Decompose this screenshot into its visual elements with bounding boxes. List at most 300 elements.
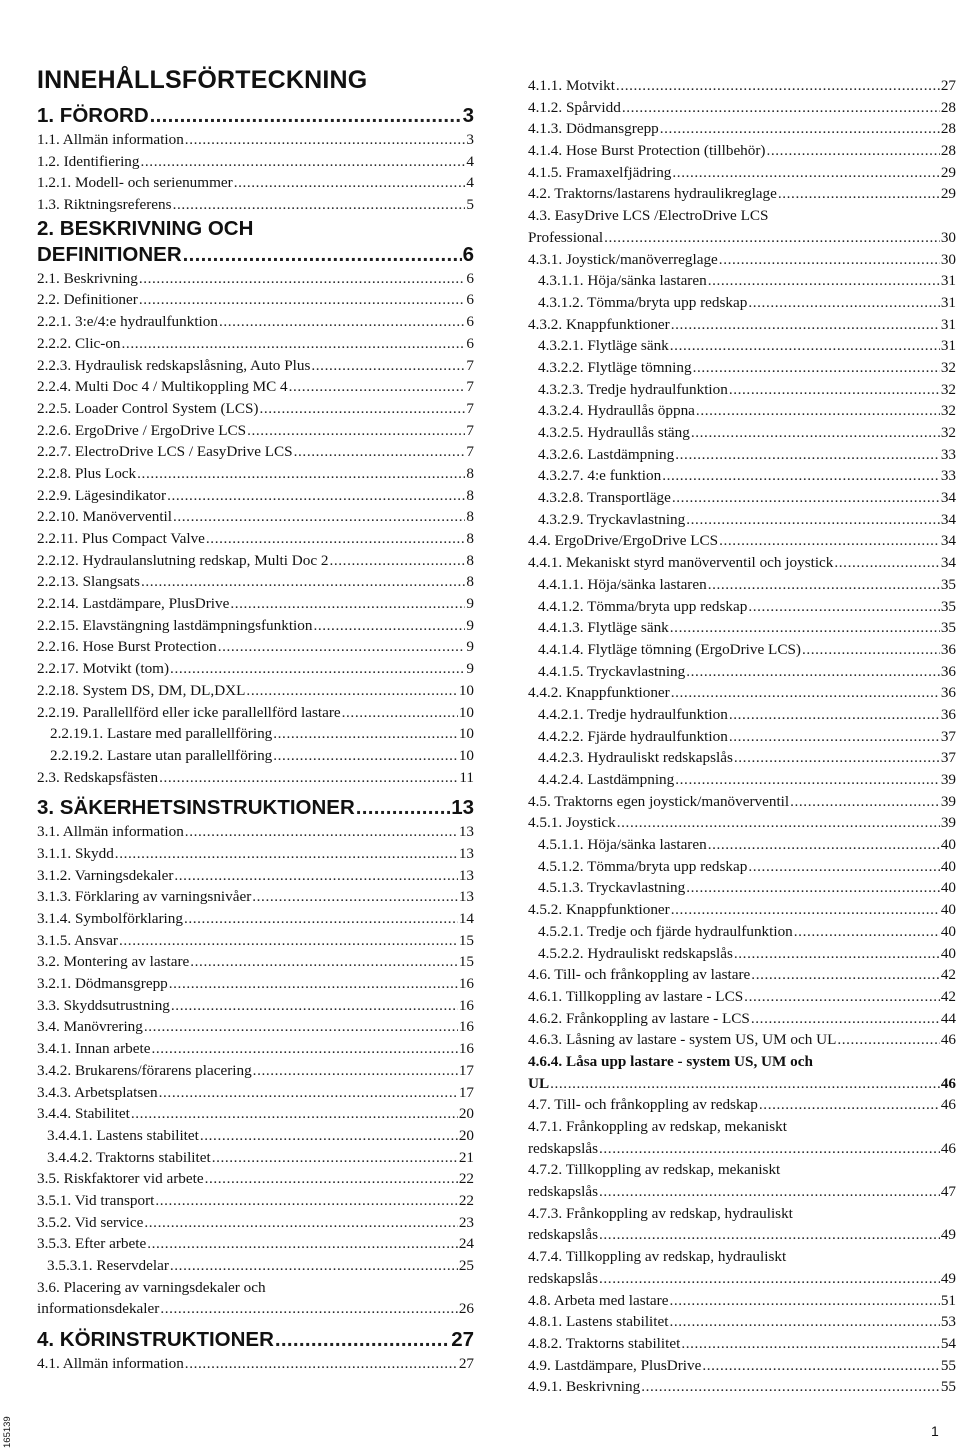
toc-entry-label: 3.4. Manövrering [37,1018,143,1036]
toc-entry[interactable] [37,615,474,637]
toc-entry[interactable] [528,1181,956,1203]
toc-entry-page-number: 36 [940,662,956,680]
toc-entry[interactable] [528,1029,956,1051]
toc-entry[interactable] [37,571,474,593]
toc-entry-label: 3.3. Skyddsutrustning [37,996,170,1014]
toc-entry[interactable] [528,379,956,401]
toc-entry-label: 3.5.3. Efter arbete [37,1235,147,1253]
toc-entry-page-number: 26 [458,1300,474,1318]
dot-leader [802,639,940,661]
toc-entry-label: 4.5. Traktorns egen joystick/manöverventil [528,792,790,810]
toc-entry[interactable] [528,899,956,921]
toc-entry-page-number: 8 [466,530,474,547]
toc-entry-label: 4.1.5. Framaxelfjädring [528,163,672,181]
toc-entry[interactable] [528,769,956,791]
toc-entry[interactable] [37,355,474,377]
toc-entry[interactable] [37,528,474,550]
toc-entry-page-number: 9 [466,595,474,613]
toc-entry-page-number: 7 [466,356,474,374]
toc-entry-label: 4.2. Traktorns/lastarens hydraulikreglage [528,185,777,203]
toc-entry-label: 2.2.1. 3:e/4:e hydraulfunktion [37,313,218,331]
toc-entry-page-number: 13 [458,866,474,884]
toc-entry-label: 4.5.1.1. Höja/sänka lastaren [538,836,707,854]
toc-entry[interactable] [37,821,474,843]
toc-entry-label: 3.1.5. Ansvar [37,931,118,949]
toc-entry-label: 2.2.6. ErgoDrive / ErgoDrive LCS [37,421,247,439]
dot-leader [139,289,466,311]
toc-entry-page-number: 42 [940,966,956,984]
dot-leader [729,379,940,401]
dot-leader [599,1224,940,1246]
toc-entry[interactable] [37,441,474,463]
toc-entry[interactable] [37,420,474,442]
toc-entry[interactable] [528,661,956,683]
toc-entry-label: 4.5.2.2. Hydrauliskt redskapslås [538,944,733,962]
toc-entry-page-number: 36 [940,684,956,702]
toc-entry-label: 2.2.4. Multi Doc 4 / Multikoppling MC 4 [37,378,288,396]
toc-entry[interactable] [528,704,956,726]
toc-entry-page-number: 31 [940,293,956,311]
toc-entry[interactable] [528,335,956,357]
toc-entry[interactable] [528,1290,956,1312]
toc-entry[interactable] [528,530,956,552]
toc-entry-page-number: 28 [940,98,956,116]
toc-entry[interactable] [528,292,956,314]
toc-entry[interactable] [37,129,474,151]
toc-entry-page-number: 8 [466,508,474,526]
dot-leader [671,899,940,921]
toc-entry[interactable] [528,943,956,965]
toc-entry-label: 1.1. Allmän information [37,131,184,148]
toc-entry-page-number: 53 [940,1313,956,1331]
dot-leader [691,422,940,444]
toc-entry[interactable] [37,930,474,952]
toc-entry-page-number: 3 [466,131,474,148]
dot-leader [729,726,940,748]
toc-entry-page-number: 39 [940,792,956,810]
toc-entry-label: 4.3.1.2. Tömma/bryta upp redskap [538,293,748,311]
toc-entry-page-number: 40 [940,857,956,875]
toc-entry[interactable] [37,767,474,789]
toc-entry[interactable] [528,357,956,379]
toc-entry-page-number: 42 [940,987,956,1005]
toc-entry[interactable] [528,183,956,205]
toc-entry[interactable] [528,1094,956,1116]
toc-entry[interactable] [528,1008,956,1030]
toc-entry[interactable] [37,1233,474,1255]
toc-entry[interactable] [37,745,474,767]
toc-entry[interactable] [37,1212,474,1234]
dot-leader [159,1082,458,1104]
dot-leader [686,509,940,531]
dot-leader [702,1355,939,1377]
toc-entry-page-number: 32 [940,402,956,420]
toc-entry[interactable] [528,162,956,184]
toc-entry[interactable] [528,921,956,943]
toc-entry-page-number: 16 [458,975,474,993]
toc-chapter-heading[interactable] [37,242,474,268]
dot-leader [167,485,465,507]
toc-entry-label: 3.4.4.2. Traktorns stabilitet [47,1148,211,1166]
toc-entry[interactable] [37,1082,474,1104]
toc-entry[interactable] [37,311,474,333]
dot-leader [342,702,458,724]
toc-entry-page-number: 46 [940,1096,956,1114]
dot-leader [751,964,940,986]
toc-entry-page-number: 54 [940,1334,956,1352]
toc-entry-label: 4.3.2.2. Flytläge tömning [538,358,692,376]
toc-entry[interactable] [528,1138,956,1160]
toc-entry-label: 4.1.3. Dödmansgrepp [528,120,659,138]
toc-entry[interactable] [37,908,474,930]
toc-entry-label: 4.9. Lastdämpare, PlusDrive [528,1356,702,1374]
toc-entry[interactable] [528,964,956,986]
toc-entry[interactable] [528,97,956,119]
toc-right-column [528,75,956,1398]
dot-leader [790,791,940,813]
dot-leader [219,311,465,333]
dot-leader [599,1181,940,1203]
toc-entry-page-number: 31 [940,272,956,290]
dot-leader [671,682,940,704]
toc-entry[interactable] [528,1333,956,1355]
dot-leader [252,886,458,908]
toc-entry-page-number: 55 [940,1356,956,1374]
dot-leader [159,767,458,789]
toc-entry[interactable] [37,463,474,485]
toc-entry[interactable] [528,1311,956,1333]
toc-entry[interactable] [528,574,956,596]
toc-entry-page-number: 40 [940,901,956,919]
toc-entry[interactable] [37,1255,474,1277]
toc-entry[interactable] [37,1353,474,1375]
toc-entry[interactable] [528,812,956,834]
toc-entry[interactable] [37,506,474,528]
toc-entry[interactable] [528,834,956,856]
toc-entry[interactable] [37,376,474,398]
toc-entry[interactable] [528,682,956,704]
toc-entry[interactable] [37,268,474,290]
toc-entry[interactable] [37,1298,474,1320]
toc-entry-label: 2.2.17. Motvikt (tom) [37,660,170,678]
dot-leader [748,856,939,878]
toc-entry[interactable] [528,877,956,899]
toc-entry[interactable] [528,791,956,813]
toc-entry-label: 4.3.2.8. Transportläge [538,489,671,507]
toc-entry[interactable] [528,444,956,466]
toc-entry[interactable] [37,973,474,995]
toc-entry-label: redskapslås [528,1183,599,1201]
toc-entry[interactable] [528,726,956,748]
toc-entry-page-number: 9 [466,660,474,678]
toc-entry-page-number: 6 [462,242,474,266]
dot-leader [171,995,458,1017]
dot-leader [751,1008,940,1030]
toc-entry-label: 1. FÖRORD [37,104,149,127]
toc-entry[interactable]: 4.7.2. Tillkoppling av redskap, mekaniskt [528,1161,781,1179]
toc-entry[interactable] [528,487,956,509]
toc-entry-label: 3.1.1. Skydd [37,844,114,862]
toc-entry[interactable]: 4.7.4. Tillkoppling av redskap, hydrauliskt [528,1248,787,1266]
toc-entry[interactable] [528,465,956,487]
toc-entry-page-number: 47 [940,1183,956,1201]
dot-leader [693,357,940,379]
toc-entry[interactable] [37,1125,474,1147]
toc-entry-page-number: 29 [940,163,956,181]
toc-entry-label: 3.4.1. Innan arbete [37,1040,151,1058]
dot-leader [155,1190,457,1212]
toc-entry-label: informationsdekaler [37,1300,160,1318]
toc-entry-page-number: 13 [458,844,474,862]
toc-entry-label: 2.2.8. Plus Lock [37,464,137,482]
toc-entry-label: 3.5.2. Vid service [37,1213,144,1231]
toc-entry-label: 4.4.2.4. Lastdämpning [538,771,675,788]
toc-entry-page-number: 55 [940,1378,956,1396]
toc-entry-page-number: 10 [458,746,474,764]
dot-leader [675,769,940,791]
dot-leader [141,151,466,173]
toc-entry-label: 4.4.1. Mekaniskt styrd manöverventil och joystick [528,554,834,572]
dot-leader [185,1353,458,1375]
toc-entry[interactable] [528,249,956,271]
toc-entry-page-number: 22 [458,1170,474,1188]
toc-entry[interactable] [528,140,956,162]
toc-entry[interactable] [37,658,474,680]
toc-entry[interactable]: 4.6.4. Låsa upp lastare - system US, UM och [528,1052,813,1070]
toc-entry-page-number: 35 [940,575,956,593]
toc-entry[interactable] [37,723,474,745]
toc-entry[interactable]: 3.6. Placering av varningsdekaler och [37,1278,266,1296]
dot-leader [212,1147,458,1169]
toc-entry-page-number: 7 [466,378,474,396]
toc-entry[interactable] [528,227,956,249]
toc-entry[interactable] [528,856,956,878]
toc-entry-page-number: 39 [940,814,956,832]
toc-entry[interactable] [37,550,474,572]
toc-chapter-heading[interactable]: 2. BESKRIVNING OCH [37,216,254,240]
dot-leader [778,183,940,205]
dot-leader [744,986,940,1008]
dot-leader [234,172,466,194]
toc-entry[interactable] [528,422,956,444]
toc-entry-label: 3.2.1. Dödmansgrepp [37,975,168,993]
toc-entry[interactable] [37,843,474,865]
toc-entry-label: redskapslås [528,1139,599,1157]
toc-entry[interactable] [37,1103,474,1125]
toc-entry[interactable] [528,1355,956,1377]
toc-entry-label: 4.4.1.2. Tömma/bryta upp redskap [538,597,748,615]
toc-entry-page-number: 27 [451,1328,474,1352]
toc-entry-label: 2.2.13. Slangsats [37,573,140,591]
dot-leader [734,943,940,965]
toc-entry-page-number: 34 [940,554,956,572]
dot-leader [169,973,458,995]
toc-entry[interactable] [528,75,956,97]
toc-entry[interactable] [528,639,956,661]
toc-entry[interactable] [528,1268,956,1290]
toc-entry-page-number: 16 [458,996,474,1014]
toc-entry-label: 2.2.9. Lägesindikator [37,486,167,504]
dot-leader [275,1327,450,1353]
toc-entry[interactable] [37,1190,474,1212]
toc-entry[interactable] [528,1073,956,1095]
toc-entry-page-number: 37 [940,727,956,745]
toc-entry[interactable] [37,995,474,1017]
toc-entry[interactable] [528,118,956,140]
dot-leader [119,930,458,952]
toc-entry-page-number: 34 [940,510,956,528]
toc-entry-label: 4.8.1. Lastens stabilitet [528,1313,669,1331]
toc-entry[interactable]: 4.7.3. Frånkoppling av redskap, hydrauliskt [528,1204,793,1222]
toc-entry-page-number: 8 [466,573,474,591]
toc-chapter-heading[interactable] [37,103,474,129]
toc-entry[interactable] [37,333,474,355]
dot-leader [289,376,466,398]
toc-entry[interactable] [37,1168,474,1190]
toc-entry[interactable] [37,172,474,194]
toc-entry[interactable] [37,485,474,507]
toc-entry-label: 2.2.16. Hose Burst Protection [37,638,217,656]
toc-entry-page-number: 10 [458,703,474,721]
toc-entry[interactable] [37,1060,474,1082]
dot-leader [141,571,465,593]
toc-entry-label: 3.4.3. Arbetsplatsen [37,1083,158,1101]
toc-chapter-heading[interactable] [37,795,474,821]
toc-entry[interactable] [528,509,956,531]
toc-entry-label: 4.3.1.1. Höja/sänka lastaren [538,272,707,290]
toc-entry-page-number: 15 [458,931,474,949]
toc-entry-label: 4.6.1. Tillkoppling av lastare - LCS [528,987,744,1005]
dot-leader [259,398,465,420]
dot-leader [686,661,940,683]
dot-leader [131,1103,458,1125]
dot-leader [617,812,940,834]
toc-entry-label: 3.4.4.1. Lastens stabilitet [47,1126,199,1144]
toc-entry[interactable] [528,617,956,639]
dot-leader [273,745,458,767]
dot-leader [313,615,465,637]
dot-leader [834,552,939,574]
toc-entry[interactable] [37,1147,474,1169]
toc-entry[interactable] [37,289,474,311]
dot-leader [672,162,939,184]
toc-entry-label: 3.1.2. Varningsdekaler [37,866,174,884]
toc-entry-page-number: 28 [940,142,956,160]
toc-left-column [37,103,474,1375]
toc-entry-label: 4.8.2. Traktorns stabilitet [528,1334,681,1352]
toc-entry[interactable]: 4.3. EasyDrive LCS /ElectroDrive LCS [528,207,769,225]
dot-leader [696,400,940,422]
dot-leader [218,636,466,658]
toc-entry-label: 4.6.2. Frånkoppling av lastare - LCS [528,1009,750,1027]
dot-leader [200,1125,458,1147]
toc-entry-label: Professional [528,228,604,246]
toc-entry[interactable] [37,886,474,908]
toc-entry[interactable] [528,314,956,336]
toc-entry-label: 4.4.1.4. Flytläge tömning (ErgoDrive LCS) [538,640,801,658]
document-id: 165139 [2,1416,13,1448]
toc-entry-label: 3.4.4. Stabilitet [37,1105,130,1123]
toc-entry[interactable] [37,702,474,724]
toc-entry[interactable] [528,552,956,574]
toc-entry-page-number: 6 [466,291,474,309]
dot-leader [170,658,465,680]
dot-leader [734,747,940,769]
toc-entry[interactable] [37,951,474,973]
toc-entry-label: 1.2.1. Modell- och serienummer [37,174,233,192]
toc-entry-page-number: 40 [940,836,956,854]
toc-entry-page-number: 8 [466,551,474,569]
toc-entry-label: 3.1.3. Förklaring av varningsnivåer [37,888,252,906]
toc-entry-page-number: 22 [458,1191,474,1209]
toc-entry-page-number: 6 [466,334,474,352]
toc-entry[interactable] [37,194,474,216]
toc-entry[interactable] [37,1038,474,1060]
toc-entry-page-number: 4 [466,174,474,192]
toc-entry-label: 4.5.2.1. Tredje och fjärde hydraulfunktion [538,922,793,940]
dot-leader [247,420,465,442]
toc-entry[interactable] [37,593,474,615]
toc-entry-page-number: 20 [458,1126,474,1144]
toc-entry[interactable] [528,270,956,292]
dot-leader [729,704,940,726]
toc-entry[interactable] [37,865,474,887]
toc-entry[interactable] [528,596,956,618]
toc-entry[interactable] [37,151,474,173]
toc-entry-label: 4. KÖRINSTRUKTIONER [37,1328,274,1352]
toc-entry-label: 4.3.2.6. Lastdämpning [538,445,675,463]
toc-entry-page-number: 46 [940,1139,956,1157]
toc-entry[interactable] [37,680,474,702]
dot-leader [616,75,940,97]
dot-leader [246,680,457,702]
toc-entry[interactable] [528,1224,956,1246]
toc-entry[interactable] [528,747,956,769]
toc-entry-page-number: 29 [940,185,956,203]
toc-entry-label: redskapslås [528,1269,599,1287]
dot-leader [311,355,465,377]
toc-chapter-heading[interactable] [37,1327,474,1353]
toc-entry-page-number: 20 [458,1105,474,1123]
toc-entry[interactable] [37,636,474,658]
toc-entry-page-number: 7 [466,399,474,417]
toc-entry-page-number: 10 [458,725,474,743]
toc-entry-page-number: 21 [458,1148,474,1166]
toc-entry-page-number: 40 [940,922,956,940]
toc-entry[interactable] [528,400,956,422]
toc-entry-page-number: 30 [940,250,956,268]
toc-entry[interactable] [528,1376,956,1398]
toc-entry-page-number: 4 [466,152,474,170]
toc-entry[interactable] [37,398,474,420]
dot-leader [139,268,466,290]
toc-entry[interactable]: 4.7.1. Frånkoppling av redskap, mekaniskt [528,1118,787,1135]
toc-entry-label: 4.5.1.2. Tömma/bryta upp redskap [538,857,748,875]
toc-entry-page-number: 33 [940,467,956,485]
dot-leader [185,821,458,843]
dot-leader [599,1268,940,1290]
toc-entry-label: 4.4.2.3. Hydrauliskt redskapslås [538,749,733,767]
toc-entry[interactable] [528,986,956,1008]
toc-entry-page-number: 31 [940,315,956,333]
toc-entry-page-number: 37 [940,749,956,767]
toc-entry[interactable] [37,1016,474,1038]
dot-leader [144,1016,458,1038]
dot-leader [708,574,940,596]
toc-entry-page-number: 7 [466,443,474,461]
toc-entry-label: UL [528,1074,550,1092]
toc-entry-label: 2.1. Beskrivning [37,269,138,287]
